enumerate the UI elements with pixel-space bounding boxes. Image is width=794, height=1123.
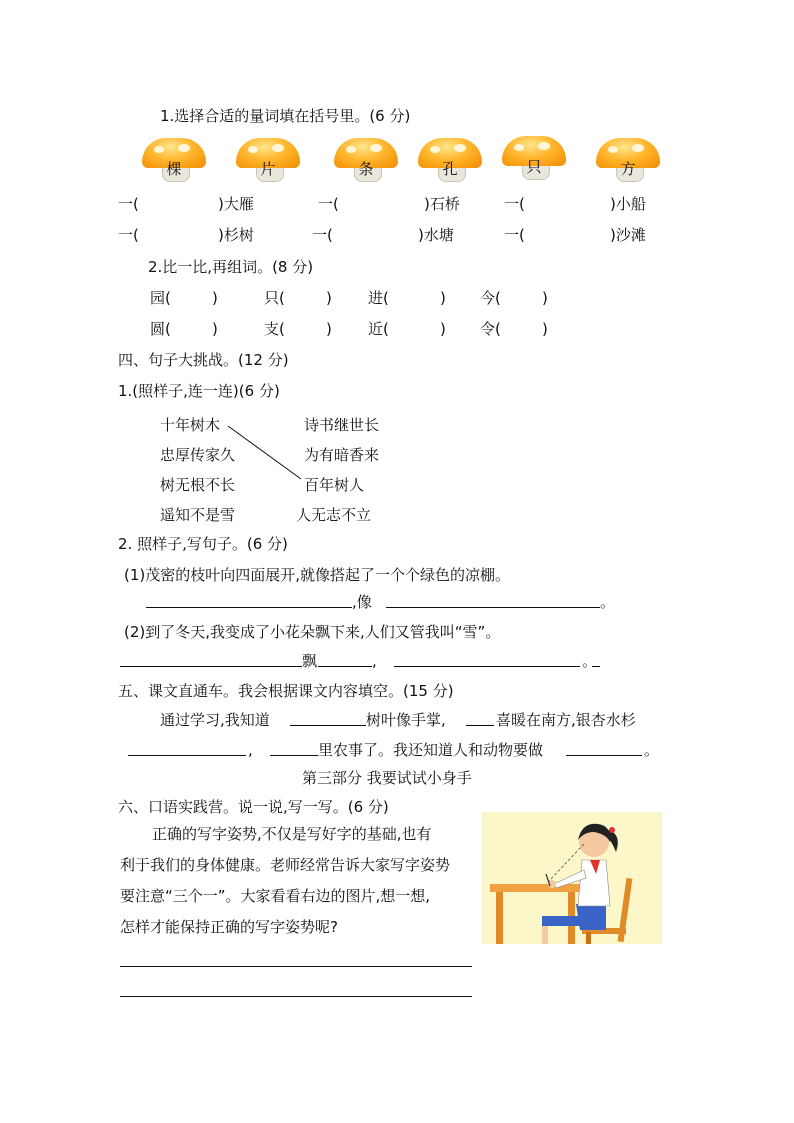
word-blank-open[interactable]: 只( [264,289,285,307]
fill-text: , [248,741,253,759]
mushroom-label: 方 [620,160,636,178]
blank-close: )大雁 [218,195,254,213]
paragraph-line-3: 要注意“三个一”。大家看看右边的图片,想一想, [120,887,431,905]
match-left-3[interactable]: 树无根不长 [160,476,236,494]
fill-text: , [372,652,377,670]
blank-close: )沙滩 [610,226,646,244]
writing-posture-illustration [482,812,662,944]
example-sentence-1: (1)茂密的枝叶向四面展开,就像搭起了一个个绿色的凉棚。 [124,566,511,584]
blank-close: )水塘 [418,226,454,244]
fill-text: 。 [600,593,616,611]
match-left-2[interactable]: 忠厚传家久 [160,446,236,464]
q2-title: 2.比一比,再组词。(8 分) [148,258,314,276]
mushroom-label: 只 [526,158,542,176]
section6-title: 六、口语实践营。说一说,写一写。(6 分) [118,798,389,816]
word-blank-close: ) [440,320,446,338]
mushroom-label: 片 [260,160,276,178]
answer-blank-tail [592,666,600,667]
fill-text: 。 [644,741,660,759]
fill-text: 。 [582,652,598,670]
blank-close: )石桥 [424,195,460,213]
mushroom-label: 棵 [166,160,182,178]
match-right-1[interactable]: 诗书继世长 [304,416,380,434]
section4-title: 四、句子大挑战。(12 分) [118,351,289,369]
blank-open[interactable]: 一( [318,195,339,213]
answer-blank[interactable] [270,755,318,756]
mushroom-label: 孔 [442,160,458,178]
blank-open[interactable]: 一( [312,226,333,244]
word-blank-open[interactable]: 进( [368,289,389,307]
word-blank-close: ) [212,320,218,338]
match-right-3[interactable]: 百年树人 [304,476,365,494]
blank-close: )杉树 [218,226,254,244]
fill-text: 喜暖在南方,银杏水杉 [496,711,636,729]
word-blank-close: ) [326,289,332,307]
blank-open[interactable]: 一( [504,195,525,213]
word-blank-close: ) [542,320,548,338]
blank-close: )小船 [610,195,646,213]
word-blank-open[interactable]: 令( [480,320,501,338]
answer-blank[interactable] [146,607,352,608]
paragraph-line-1: 正确的写字姿势,不仅是写好字的基础,也有 [152,825,432,843]
paragraph-line-4: 怎样才能保持正确的写字姿势呢? [120,918,338,936]
word-blank-open[interactable]: 支( [264,320,285,338]
answer-blank[interactable] [466,725,494,726]
paragraph-line-2: 利于我们的身体健康。老师经常告诉大家写字姿势 [120,856,451,874]
answer-blank[interactable] [318,666,372,667]
word-blank-close: ) [212,289,218,307]
blank-open[interactable]: 一( [118,226,139,244]
answer-blank[interactable] [120,666,302,667]
answer-blank[interactable] [290,725,366,726]
fill-text: 树叶像手掌, [366,711,446,729]
word-blank-open[interactable]: 园( [150,289,171,307]
answer-blank[interactable] [386,607,600,608]
fill-text: 通过学习,我知道 [160,711,270,729]
part3-title: 第三部分 我要试试小身手 [302,769,472,787]
writing-line-1[interactable] [120,966,472,967]
answer-blank[interactable] [128,755,246,756]
fill-text: 里农事了。我还知道人和动物要做 [318,741,544,759]
match-left-1[interactable]: 十年树木 [160,416,221,434]
section5-title: 五、课文直通车。我会根据课文内容填空。(15 分) [118,682,454,700]
match-right-2[interactable]: 为有暗香来 [304,446,380,464]
word-blank-close: ) [326,320,332,338]
word-blank-close: ) [542,289,548,307]
fill-text: 飘 [302,652,318,670]
blank-open[interactable]: 一( [118,195,139,213]
writing-line-2[interactable] [120,996,472,997]
word-blank-open[interactable]: 圆( [150,320,171,338]
sec4-q1-title: 1.(照样子,连一连)(6 分) [118,382,280,400]
word-blank-open[interactable]: 今( [480,289,501,307]
example-sentence-2: (2)到了冬天,我变成了小花朵飘下来,人们又管我叫“雪”。 [124,623,501,641]
sec4-q2-title: 2. 照样子,写句子。(6 分) [118,535,288,553]
match-right-4[interactable]: 人无志不立 [296,506,372,524]
answer-blank[interactable] [394,666,580,667]
match-left-4[interactable]: 遥知不是雪 [160,506,236,524]
word-blank-open[interactable]: 近( [368,320,389,338]
q1-title: 1.选择合适的量词填在括号里。(6 分) [160,107,411,125]
fill-text: ,像 [352,593,372,611]
blank-open[interactable]: 一( [504,226,525,244]
mushroom-label: 条 [358,160,374,178]
answer-blank[interactable] [566,755,642,756]
word-blank-close: ) [440,289,446,307]
